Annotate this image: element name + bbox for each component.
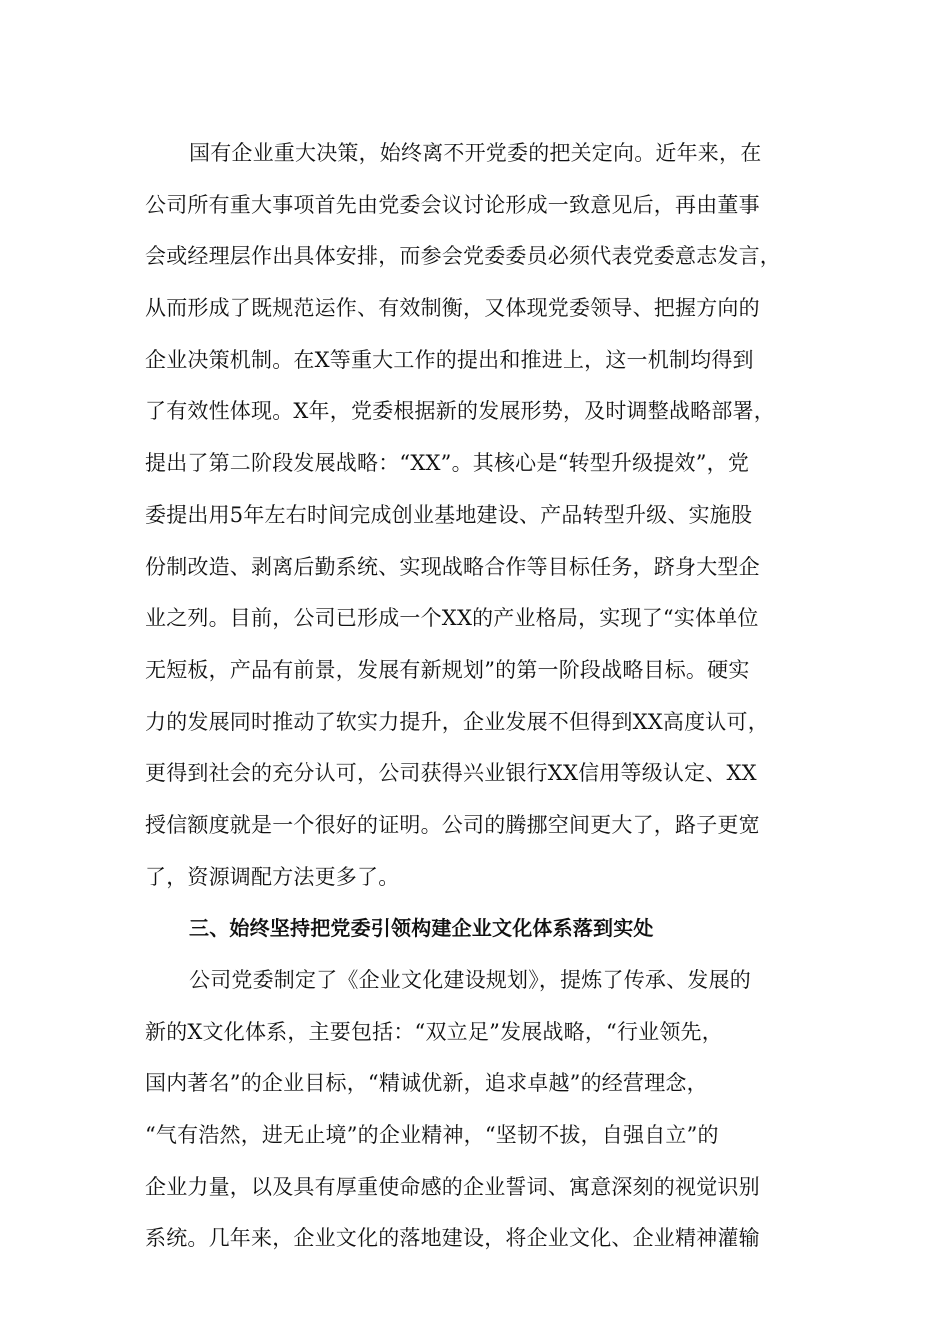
paragraph-1-line-4: 从而形成了既规范运作、有效制衡，又体现党委领导、把握方向的 <box>145 296 760 321</box>
paragraph-2-line-4: “气有浩然，进无止境”的企业精神，“坚韧不拔，自强自立”的 <box>145 1123 719 1148</box>
paragraph-1-line-5: 企业决策机制。在X等重大工作的提出和推进上，这一机制均得到 <box>145 347 754 372</box>
paragraph-1-line-2: 公司所有重大事项首先由党委会议讨论形成一致意见后，再由董事 <box>145 192 760 217</box>
paragraph-2-line-5: 企业力量，以及具有厚重使命感的企业誓词、寓意深刻的视觉识别 <box>145 1174 760 1199</box>
paragraph-2-line-2: 新的X文化体系，主要包括：“双立足”发展战略，“行业领先， <box>145 1019 723 1044</box>
section-heading: 三、始终坚持把党委引领构建企业文化体系落到实处 <box>189 916 654 941</box>
paragraph-2-line-6: 系统。几年来，企业文化的落地建设，将企业文化、企业精神灌输 <box>145 1226 760 1251</box>
paragraph-2-line-1: 公司党委制定了《企业文化建设规划》，提炼了传承、发展的 <box>189 968 751 992</box>
paragraph-1-line-7: 提出了第二阶段发展战略：“XX”。其核心是“转型升级提效”，党 <box>145 451 750 476</box>
paragraph-1-line-13: 更得到社会的充分认可，公司获得兴业银行XX信用等级认定、XX <box>145 761 757 786</box>
paragraph-1-line-1: 国有企业重大决策，始终离不开党委的把关定向。近年来，在 <box>189 141 762 165</box>
paragraph-1-line-6: 了有效性体现。X年，党委根据新的发展形势，及时调整战略部署， <box>145 399 775 424</box>
paragraph-1-line-14: 授信额度就是一个很好的证明。公司的腾挪空间更大了，路子更宽 <box>145 812 760 837</box>
paragraph-1-line-11: 无短板，产品有前景，发展有新规划”的第一阶段战略目标。硬实 <box>145 657 750 682</box>
paragraph-1-line-8: 委提出用5年左右时间完成创业基地建设、产品转型升级、实施股 <box>145 502 753 527</box>
paragraph-1-line-9: 份制改造、剥离后勤系统、实现战略合作等目标任务，跻身大型企 <box>145 554 760 579</box>
paragraph-1-line-12: 力的发展同时推动了软实力提升，企业发展不但得到XX高度认可， <box>145 709 769 734</box>
paragraph-1-line-3: 会或经理层作出具体安排，而参会党委委员必须代表党委意志发言， <box>145 244 781 269</box>
paragraph-2-line-3: 国内著名”的企业目标，“精诚优新，追求卓越”的经营理念， <box>145 1071 708 1096</box>
paragraph-1-line-15: 了，资源调配方法更多了。 <box>145 864 400 889</box>
paragraph-1-line-10: 业之列。目前，公司已形成一个XX的产业格局，实现了“实体单位 <box>145 606 759 631</box>
document-body <box>145 128 825 1265</box>
